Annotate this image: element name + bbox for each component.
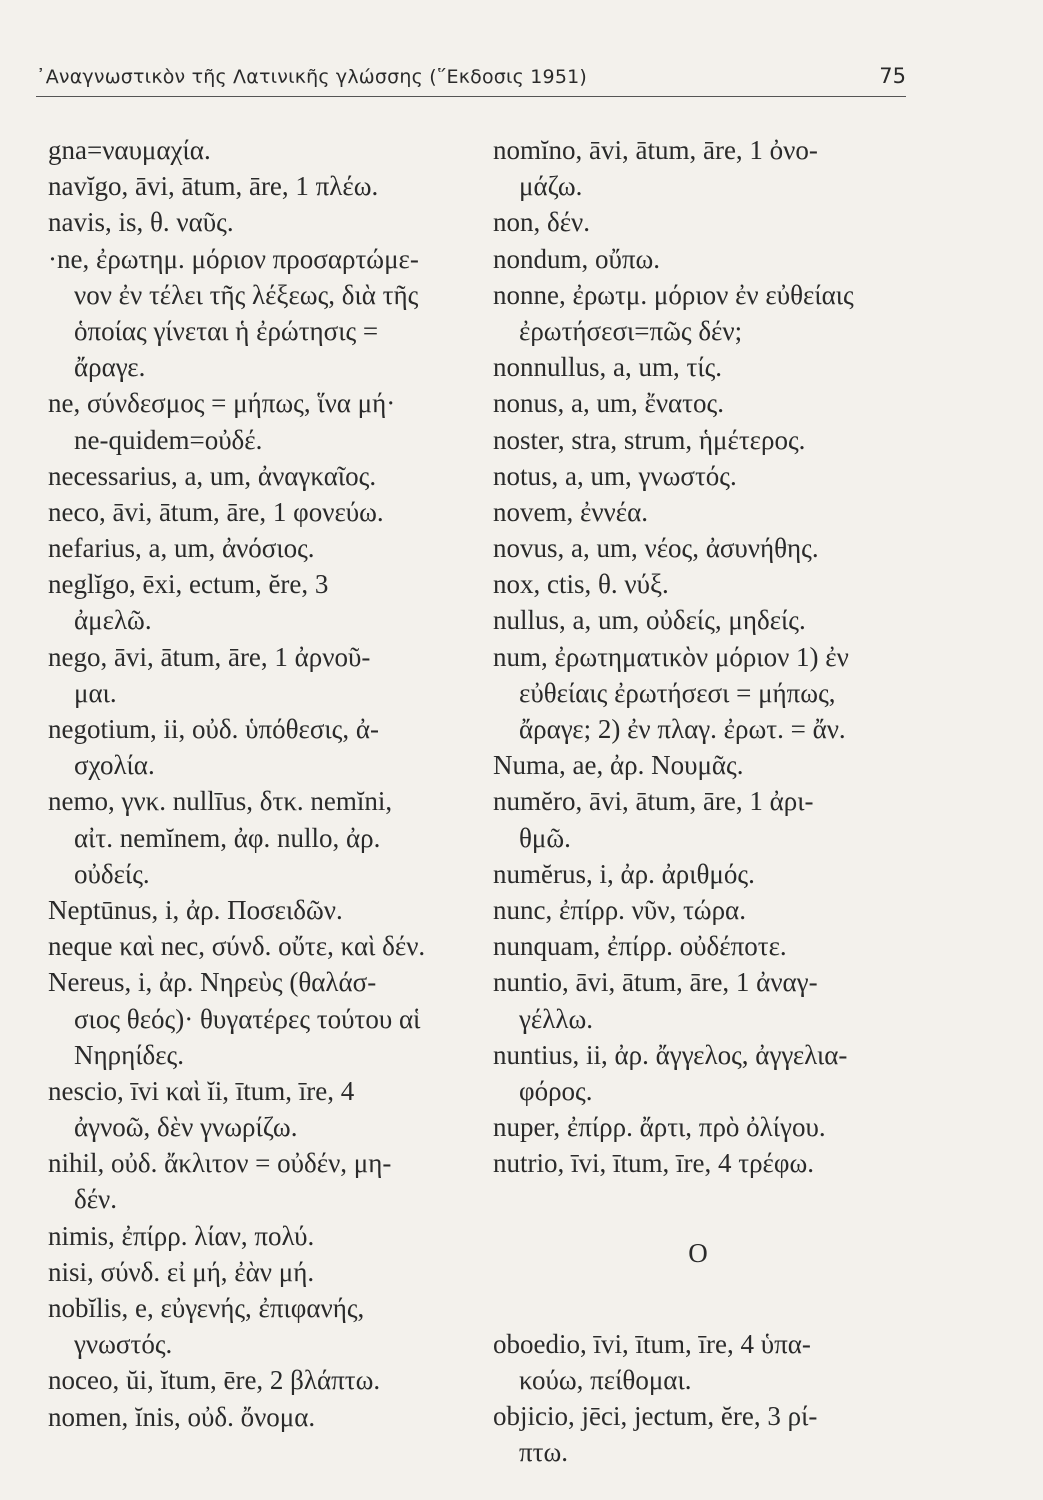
left-column [48, 132, 468, 1435]
dictionary-line: ἄραγε; 2) ἐν πλαγ. ἐρωτ. = ἄν. [519, 714, 846, 744]
section-spacer [493, 1272, 913, 1326]
section-spacer [493, 1181, 913, 1235]
dictionary-line: ἀγνοῶ, δὲν γνωρίζω. [74, 1112, 298, 1143]
dictionary-line: Νηρηίδες. [74, 1039, 184, 1070]
page-number: 75 [879, 64, 906, 88]
right-column-o-entries [493, 1326, 913, 1471]
dictionary-line: novem, ἐννέα. [493, 496, 648, 527]
dictionary-line: nutrio, īvi, ītum, īre, 4 τρέφω. [493, 1148, 814, 1179]
dictionary-line: ne-quidem=οὐδέ. [74, 424, 263, 455]
dictionary-line: Numa, ae, ἀρ. Νουμᾶς. [493, 750, 744, 781]
dictionary-line: novus, a, um, νέος, ἀσυνήθης. [493, 533, 819, 564]
dictionary-line: οὐδείς. [74, 858, 150, 889]
dictionary-line: nemo, γνκ. nullīus, δτκ. nemĭni, [48, 786, 393, 817]
dictionary-line: ·ne, ἐρωτημ. μόριον προσαρτώμε- [48, 243, 419, 274]
dictionary-line: nomĭno, āvi, ātum, āre, 1 ὀνο- [493, 135, 818, 165]
dictionary-line: ὁποίας γίνεται ἡ ἐρώτησις = [74, 315, 379, 346]
dictionary-line: nihil, οὐδ. ἄκλιτον = οὐδέν, μη- [48, 1148, 392, 1179]
dictionary-line: navĭgo, āvi, ātum, āre, 1 πλέω. [48, 171, 379, 202]
dictionary-line: nunc, ἐπίρρ. νῦν, τώρα. [493, 894, 746, 925]
dictionary-line: numĕro, āvi, ātum, āre, 1 ἀρι- [493, 786, 814, 817]
dictionary-line: neglĭgo, ēxi, ectum, ĕre, 3 [48, 569, 329, 600]
dictionary-line: notus, a, um, γνωστός. [493, 460, 737, 491]
dictionary-line: navis, is, θ. ναῦς. [48, 207, 234, 238]
right-column-entries [493, 132, 913, 1181]
dictionary-line: μάζω. [519, 171, 583, 202]
dictionary-line: ne, σύνδεσμος = μήπως, ἵνα μή· [48, 388, 396, 419]
dictionary-line: nox, ctis, θ. νύξ. [493, 569, 669, 600]
section-letter-heading: O [688, 1238, 708, 1269]
dictionary-line: γνωστός. [74, 1329, 173, 1360]
dictionary-line: noster, stra, strum, ἡμέτερος. [493, 424, 806, 455]
dictionary-line: nimis, ἐπίρρ. λίαν, πολύ. [48, 1220, 315, 1251]
dictionary-line: nondum, οὔπω. [493, 243, 661, 274]
dictionary-line: oboedio, īvi, ītum, īre, 4 ὑπα- [493, 1328, 811, 1359]
dictionary-line: ἐρωτήσεσι=πῶς δέν; [519, 315, 743, 346]
dictionary-line: noceo, ŭi, ĭtum, ēre, 2 βλάπτω. [48, 1365, 381, 1396]
dictionary-line: αἰτ. nemĭnem, ἀφ. nullo, ἀρ. [74, 822, 381, 853]
dictionary-line: νον ἐν τέλει τῆς λέξεως, διὰ τῆς [74, 279, 419, 310]
dictionary-line: num, ἐρωτηματικὸν μόριον 1) ἐν [493, 641, 849, 672]
dictionary-line: nuntio, āvi, ātum, āre, 1 ἀναγ- [493, 967, 818, 998]
dictionary-line: Nereus, i, ἀρ. Νηρεὺς (θαλάσ- [48, 967, 377, 998]
dictionary-line: nonus, a, um, ἔνατος. [493, 388, 724, 419]
page-header [36, 62, 906, 97]
dictionary-line: θμῶ. [519, 822, 571, 853]
dictionary-line: non, δέν. [493, 207, 591, 238]
dictionary-line: γέλλω. [519, 1003, 593, 1034]
dictionary-line: nobĭlis, e, εὐγενής, ἐπιφανής, [48, 1293, 365, 1323]
dictionary-line: nonne, ἐρωτμ. μόριον ἐν εὐθείαις [493, 279, 854, 310]
dictionary-line: necessarius, a, um, ἀναγκαῖος. [48, 460, 377, 491]
dictionary-line: Neptūnus, i, ἀρ. Ποσειδῶν. [48, 894, 343, 925]
dictionary-line: gna=ναυμαχία. [48, 135, 211, 165]
dictionary-line: nego, āvi, ātum, āre, 1 ἀρνοῦ- [48, 641, 371, 672]
running-title: ᾿Αναγνωστικὸν τῆς Λατινικῆς γλώσσης (῞Εκδοσις 1951) [36, 66, 588, 88]
dictionary-line: ἄραγε. [74, 352, 146, 383]
dictionary-line: negotium, ii, οὐδ. ὑπόθεσις, ἀ- [48, 714, 380, 744]
dictionary-line: σιος θεός)· θυγατέρες τούτου αἱ [74, 1003, 421, 1034]
dictionary-line: nuper, ἐπίρρ. ἄρτι, πρὸ ὀλίγου. [493, 1112, 826, 1143]
dictionary-line: κούω, πείθομαι. [519, 1364, 692, 1395]
dictionary-line: δέν. [74, 1184, 118, 1215]
dictionary-line: nunquam, ἐπίρρ. οὐδέποτε. [493, 931, 787, 962]
dictionary-line: φόρος. [519, 1075, 593, 1106]
right-column [493, 132, 913, 1470]
dictionary-line: nefarius, a, um, ἀνόσιος. [48, 533, 315, 564]
dictionary-line: objicio, jēci, jectum, ĕre, 3 ρί- [493, 1401, 818, 1431]
dictionary-line: neque καὶ nec, σύνδ. οὔτε, καὶ δέν. [48, 931, 426, 962]
dictionary-line: σχολία. [74, 750, 155, 781]
dictionary-line: πτω. [519, 1437, 569, 1468]
dictionary-line: nuntius, ii, ἀρ. ἄγγελος, ἀγγελια- [493, 1039, 848, 1070]
dictionary-line: εὐθείαις ἐρωτήσεσι = μήπως, [519, 677, 836, 708]
dictionary-line: nescio, īvi καὶ ĭi, ītum, īre, 4 [48, 1075, 355, 1106]
dictionary-line: nomen, ĭnis, οὐδ. ὄνομα. [48, 1401, 316, 1432]
dictionary-line: numĕrus, i, ἀρ. ἀριθμός. [493, 858, 755, 889]
dictionary-line: nullus, a, um, οὐδείς, μηδείς. [493, 605, 806, 636]
dictionary-line: neco, āvi, ātum, āre, 1 φονεύω. [48, 496, 384, 527]
dictionary-line: ἀμελῶ. [74, 605, 152, 636]
dictionary-line: nisi, σύνδ. εἰ μή, ἐὰν μή. [48, 1256, 315, 1287]
dictionary-line: μαι. [74, 677, 117, 708]
dictionary-line: nonnullus, a, um, τίς. [493, 352, 723, 383]
